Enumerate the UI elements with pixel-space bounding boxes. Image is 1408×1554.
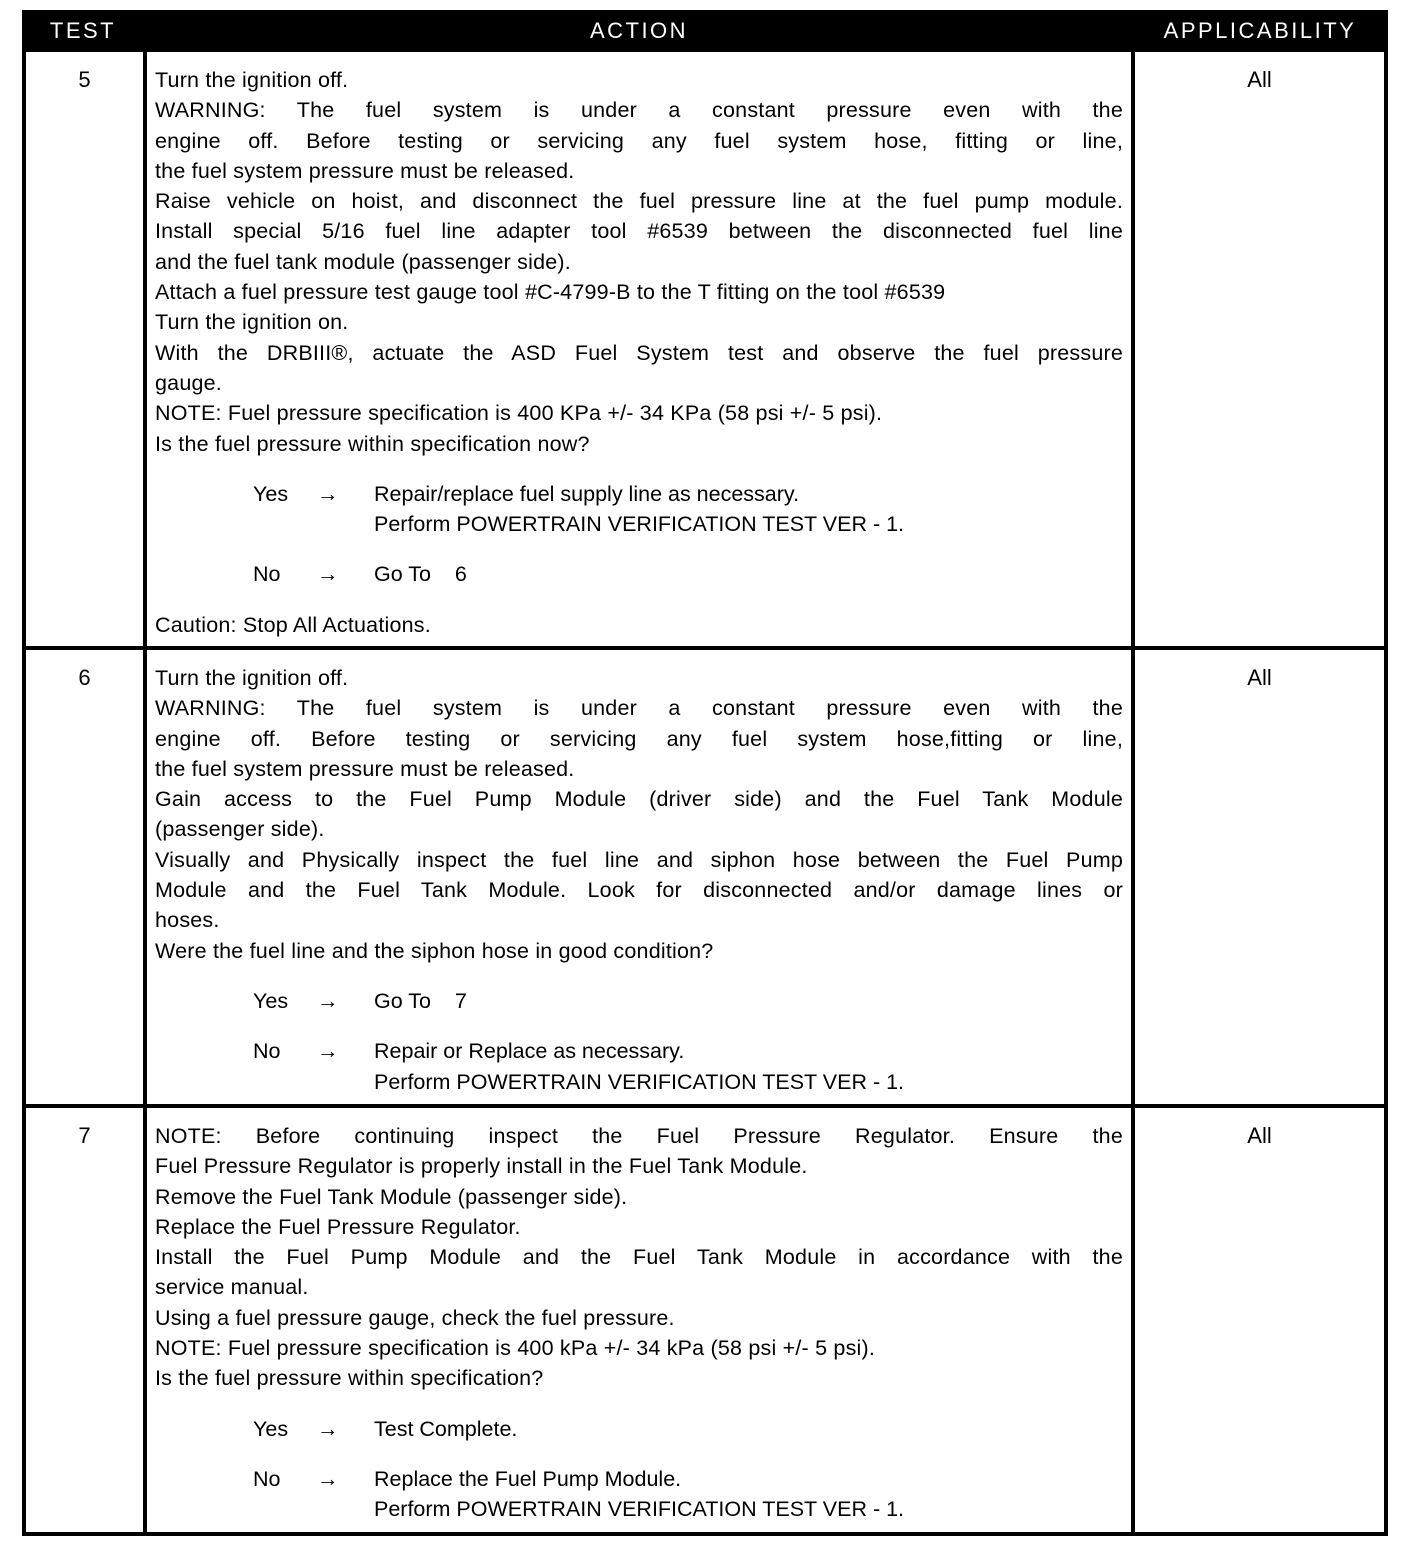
header-applicability: APPLICABILITY [1163,18,1357,43]
note-line: NOTE: Before continuing inspect the Fuel Pressure Regulator. Ensure the [155,1124,1123,1148]
arrow-icon: → [317,1416,339,1441]
action-line: service manual. [155,1275,309,1300]
action-line: hoses. [155,908,220,933]
applicability-value: All [1247,665,1272,690]
answer-yes [155,986,1123,1016]
question-line: Is the fuel pressure within specification? [155,1366,544,1391]
action-line: Turn the ignition on. [155,310,349,335]
warning-line: WARNING: The fuel system is under a constant pressure even with the [155,696,1123,721]
answer-label: No [253,1039,281,1064]
answer-no [155,559,1123,589]
answer-text: Go To 7 [374,988,467,1013]
action-line: Install special 5/16 fuel line adapter tool #6539 between the disconnected fuel line [155,219,1123,244]
action-line: Turn the ignition off. [155,68,349,92]
answer-label: Yes [253,988,289,1013]
action-line: gauge. [155,370,222,395]
answer-no [155,1464,1123,1525]
applicability-value: All [1247,67,1272,92]
action-line: the fuel system pressure must be released. [155,158,575,183]
test-row-7 [26,1108,1384,1532]
test-number-cell [26,650,143,1104]
action-line: (passenger side). [155,817,325,842]
answer-label: Yes [253,481,289,506]
action-line: Remove the Fuel Tank Module (passenger side). [155,1184,628,1209]
caution-line: Caution: Stop All Actuations. [155,612,431,637]
answer-yes [155,479,1123,540]
action-line: Attach a fuel pressure test gauge tool #C-4799-B to the T fitting on the tool #6539 [155,280,946,305]
answer-text: Perform POWERTRAIN VERIFICATION TEST VER - 1. [374,1497,905,1522]
question-line: Is the fuel pressure within specification now? [155,431,590,456]
header-action: ACTION [589,18,689,43]
answers [155,986,1123,1097]
diagnostic-table [22,10,1388,1536]
action-line: Module and the Fuel Tank Module. Look for disconnected and/or damage lines or [155,878,1123,903]
action-line: and the fuel tank module (passenger side). [155,249,571,274]
arrow-icon: → [317,1039,339,1064]
test-number: 7 [78,1123,91,1148]
applicability-cell [1135,1108,1384,1532]
action-line: Install the Fuel Pump Module and the Fuel Tank Module in accordance with the [155,1245,1123,1270]
note-line: NOTE: Fuel pressure specification is 400 kPa +/- 34 kPa (58 psi +/- 5 psi). [155,1336,876,1361]
answer-label: No [253,562,281,587]
header-test: TEST [49,18,117,43]
arrow-icon: → [317,562,339,587]
warning-line: WARNING: The fuel system is under a constant pressure even with the [155,98,1123,123]
arrow-icon: → [317,1466,339,1491]
test-number: 6 [78,665,91,690]
action-line: engine off. Before testing or servicing any fuel system hose,fitting or line, [155,726,1123,751]
answers [155,479,1123,590]
answer-no [155,1036,1123,1097]
action-cell [147,650,1131,1104]
answer-text: Test Complete. [374,1416,518,1441]
test-row-6 [26,650,1384,1104]
applicability-value: All [1247,1123,1272,1148]
applicability-cell [1135,52,1384,646]
answer-text: Replace the Fuel Pump Module. [374,1466,682,1491]
action-line: Turn the ignition off. [155,666,349,690]
test-number: 5 [78,67,91,92]
action-line: With the DRBIII®, actuate the ASD Fuel System test and observe the fuel pressure [155,340,1123,365]
action-line: Gain access to the Fuel Pump Module (driver side) and the Fuel Tank Module [155,787,1123,812]
action-line: Raise vehicle on hoist, and disconnect the fuel pressure line at the fuel pump module. [155,189,1123,214]
arrow-icon: → [317,988,339,1013]
note-line: NOTE: Fuel pressure specification is 400 KPa +/- 34 KPa (58 psi +/- 5 psi). [155,401,883,426]
applicability-cell [1135,650,1384,1104]
answer-label: No [253,1466,281,1491]
test-row-5 [26,52,1384,646]
answer-text: Repair or Replace as necessary. [374,1039,685,1064]
action-line: the fuel system pressure must be released. [155,756,575,781]
arrow-icon: → [317,481,339,506]
question-line: Were the fuel line and the siphon hose in good condition? [155,938,714,963]
action-line: Using a fuel pressure gauge, check the fuel pressure. [155,1305,675,1330]
answer-text: Go To 6 [374,562,467,587]
action-line: engine off. Before testing or servicing any fuel system hose, fitting or line, [155,128,1123,153]
answer-yes [155,1414,1123,1444]
note-line: Fuel Pressure Regulator is properly install in the Fuel Tank Module. [155,1154,808,1179]
action-line: Replace the Fuel Pressure Regulator. [155,1214,521,1239]
answers [155,1414,1123,1525]
test-number-cell [26,52,143,646]
action-cell [147,1108,1131,1532]
answer-text: Perform POWERTRAIN VERIFICATION TEST VER - 1. [374,512,905,537]
answer-text: Repair/replace fuel supply line as necessary. [374,481,800,506]
answer-label: Yes [253,1416,289,1441]
action-cell [147,52,1131,646]
action-line: Visually and Physically inspect the fuel line and siphon hose between the Fuel Pump [155,847,1123,872]
test-number-cell [26,1108,143,1532]
table-header [22,10,1388,52]
answer-text: Perform POWERTRAIN VERIFICATION TEST VER - 1. [374,1069,905,1094]
